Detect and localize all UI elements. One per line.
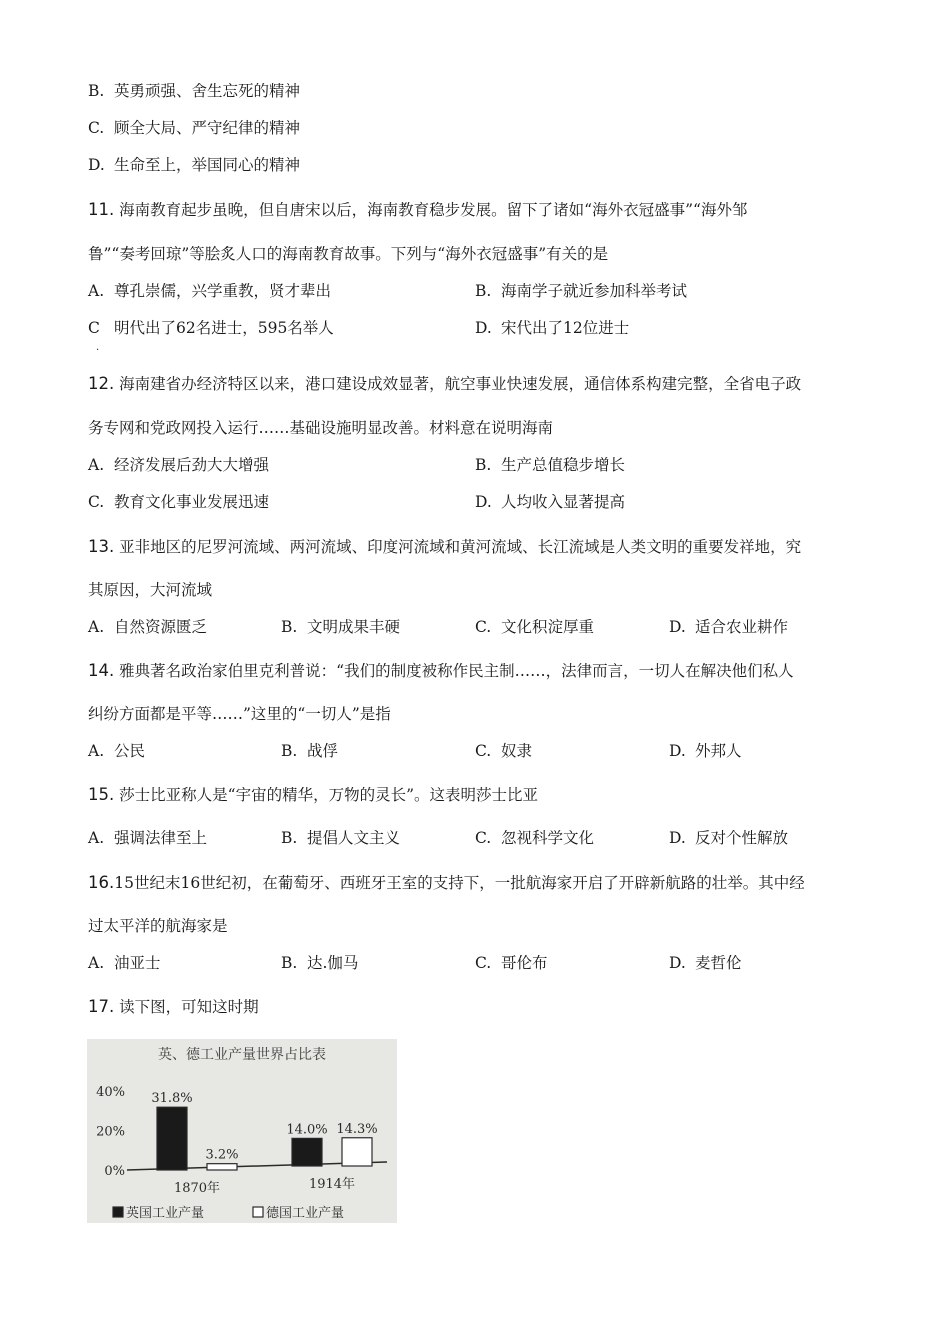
option-text: 文化积淀厚重 (501, 618, 595, 636)
option-letter: D. (475, 319, 492, 337)
q17-stem-line1 (88, 997, 259, 1017)
question-text: 雅典著名政治家伯里克利普说：“我们的制度被称作民主制……，法律而言，一切人在解决他们私人 (114, 662, 794, 680)
question-text: 莎士比亚称人是“宇宙的精华，万物的灵长”。这表明莎士比亚 (114, 786, 539, 804)
data-label: 14.0% (286, 1122, 328, 1138)
industrial-output-chart (87, 1039, 397, 1223)
option-text: 人均收入显著提高 (501, 493, 626, 511)
option-letter: A. (88, 742, 105, 760)
option-text: 生命至上，举国同心的精神 (114, 156, 301, 174)
q15-option-c (475, 828, 594, 848)
chart-title: 英、德工业产量世界占比表 (158, 1047, 326, 1063)
question-number: 13. (88, 537, 115, 556)
q16-stem-line2: 过太平洋的航海家是 (88, 917, 228, 935)
option-letter: A. (88, 829, 105, 847)
option-text: 麦哲伦 (695, 954, 742, 972)
option-letter: D. (669, 829, 686, 847)
x-tick-label: 1914年 (308, 1177, 356, 1192)
bar (342, 1138, 372, 1166)
option-letter: A. (88, 954, 105, 972)
option-letter: B. (281, 742, 298, 760)
option-letter: A. (88, 618, 105, 636)
q13-option-a (88, 617, 207, 637)
option-text: 尊孔崇儒，兴学重教，贤才辈出 (114, 282, 332, 300)
bar (207, 1164, 237, 1170)
data-label: 31.8% (151, 1091, 193, 1107)
option-text: 经济发展后劲大大增强 (114, 456, 270, 474)
option-text: 顾全大局、严守纪律的精神 (114, 119, 301, 137)
option-letter: D. (475, 493, 492, 511)
question-number: 16. (88, 873, 115, 892)
legend-label: 英国工业产量 (126, 1206, 205, 1221)
option-text: 提倡人文主义 (307, 829, 401, 847)
option-letter: B. (281, 829, 298, 847)
q15-option-b (281, 828, 400, 848)
option-text: 哥伦布 (501, 954, 548, 972)
q16-option-c (475, 953, 548, 973)
option-text: 奴隶 (501, 742, 533, 760)
option-letter: B. (475, 456, 492, 474)
q11-option-d (475, 318, 629, 338)
q13-option-b (281, 617, 400, 637)
option-text: 教育文化事业发展迅速 (114, 493, 270, 511)
option-text: 油亚士 (114, 954, 161, 972)
legend-label: 德国工业产量 (266, 1206, 345, 1221)
q16-option-b (281, 953, 358, 973)
q15-stem-line1 (88, 785, 538, 805)
option-text: 英勇顽强、舍生忘死的精神 (114, 82, 301, 100)
q10-option-b (88, 81, 300, 101)
q11-option-c (88, 318, 334, 338)
option-letter: B. (475, 282, 492, 300)
question-text: 读下图，可知这时期 (114, 998, 259, 1016)
q14-stem-line1 (88, 661, 794, 681)
option-letter: C. (475, 954, 492, 972)
question-text: 亚非地区的尼罗河流域、两河流域、印度河流域和黄河流域、长江流域是人类文明的重要发祥地，究 (114, 538, 802, 556)
q14-option-d (669, 741, 742, 761)
q13-stem-line2: 其原因，大河流域 (88, 581, 213, 599)
q11-option-b (475, 281, 687, 301)
option-letter: C. (88, 119, 105, 137)
q16-stem-line1 (88, 873, 805, 893)
q12-option-a (88, 455, 269, 475)
q12-stem-line1 (88, 374, 801, 394)
q16-option-a (88, 953, 161, 973)
q14-option-a (88, 741, 145, 761)
q13-option-c (475, 617, 594, 637)
option-text: 忽视科学文化 (501, 829, 595, 847)
q15-option-d (669, 828, 788, 848)
stray-mark: . (96, 342, 100, 353)
chart-canvas (87, 1039, 397, 1223)
option-letter: B. (88, 82, 105, 100)
y-tick-label: 0% (104, 1164, 125, 1179)
option-letter: D. (669, 618, 686, 636)
q14-stem-line2: 纠纷方面都是平等……”这里的“一切人”是指 (88, 705, 391, 723)
option-letter: C. (475, 742, 492, 760)
option-text: 明代出了62名进士，595名举人 (114, 319, 334, 337)
y-tick-label: 20% (96, 1124, 125, 1140)
q12-stem-line2: 务专网和党政网投入运行……基础设施明显改善。材料意在说明海南 (88, 419, 554, 437)
q13-stem-line1 (88, 537, 801, 557)
q14-option-c (475, 741, 532, 761)
question-number: 14. (88, 661, 115, 680)
option-letter: A. (88, 282, 105, 300)
option-letter: C. (475, 618, 492, 636)
option-letter: C. (88, 493, 105, 511)
option-letter: D. (669, 742, 686, 760)
option-letter: C (88, 319, 100, 337)
chart-bars (151, 1091, 377, 1170)
q15-option-a (88, 828, 207, 848)
chart-legend (113, 1205, 344, 1221)
option-letter: D. (669, 954, 686, 972)
option-text: 强调法律至上 (114, 829, 208, 847)
bar (292, 1138, 322, 1166)
question-text: 15世纪末16世纪初，在葡萄牙、西班牙王室的支持下，一批航海家开启了开辟新航路的壮举。其中经 (114, 874, 805, 892)
q10-option-c (88, 118, 300, 138)
question-number: 12. (88, 374, 115, 393)
option-text: 文明成果丰硬 (307, 618, 401, 636)
data-label: 14.3% (336, 1121, 378, 1137)
q14-option-b (281, 741, 338, 761)
q12-option-c (88, 492, 269, 512)
question-text: 海南建省办经济特区以来，港口建设成效显著，航空事业快速发展，通信体系构建完整，全省电子政 (114, 375, 802, 393)
option-text: 自然资源匮乏 (114, 618, 208, 636)
option-text: 达.伽马 (307, 954, 359, 972)
q11-option-a (88, 281, 331, 301)
bar (157, 1107, 187, 1170)
option-letter: C. (475, 829, 492, 847)
option-text: 反对个性解放 (695, 829, 789, 847)
q12-option-d (475, 492, 625, 512)
q16-option-d (669, 953, 742, 973)
option-text: 适合农业耕作 (695, 618, 789, 636)
question-number: 15. (88, 785, 115, 804)
option-text: 宋代出了12位进士 (501, 319, 630, 337)
x-tick-label: 1870年 (173, 1181, 221, 1196)
question-number: 11. (88, 200, 115, 219)
legend-swatch (113, 1207, 123, 1217)
option-letter: B. (281, 618, 298, 636)
data-label: 3.2% (205, 1147, 239, 1163)
option-letter: D. (88, 156, 105, 174)
option-letter: B. (281, 954, 298, 972)
q10-option-d (88, 155, 300, 175)
q11-stem-line2: 鲁”“奏考回琼”等脍炙人口的海南教育故事。下列与“海外衣冠盛事”有关的是 (88, 245, 609, 263)
y-tick-label: 40% (96, 1085, 125, 1100)
option-text: 公民 (114, 742, 146, 760)
option-text: 战俘 (307, 742, 339, 760)
question-number: 17. (88, 997, 115, 1016)
option-text: 生产总值稳步增长 (501, 456, 626, 474)
option-text: 外邦人 (695, 742, 742, 760)
question-text: 海南教育起步虽晚，但自唐宋以后，海南教育稳步发展。留下了诸如“海外衣冠盛事”“海外邹 (114, 201, 748, 219)
q13-option-d (669, 617, 788, 637)
option-letter: A. (88, 456, 105, 474)
option-text: 海南学子就近参加科举考试 (501, 282, 688, 300)
q12-option-b (475, 455, 625, 475)
legend-swatch (253, 1207, 263, 1217)
q11-stem-line1 (88, 200, 747, 220)
